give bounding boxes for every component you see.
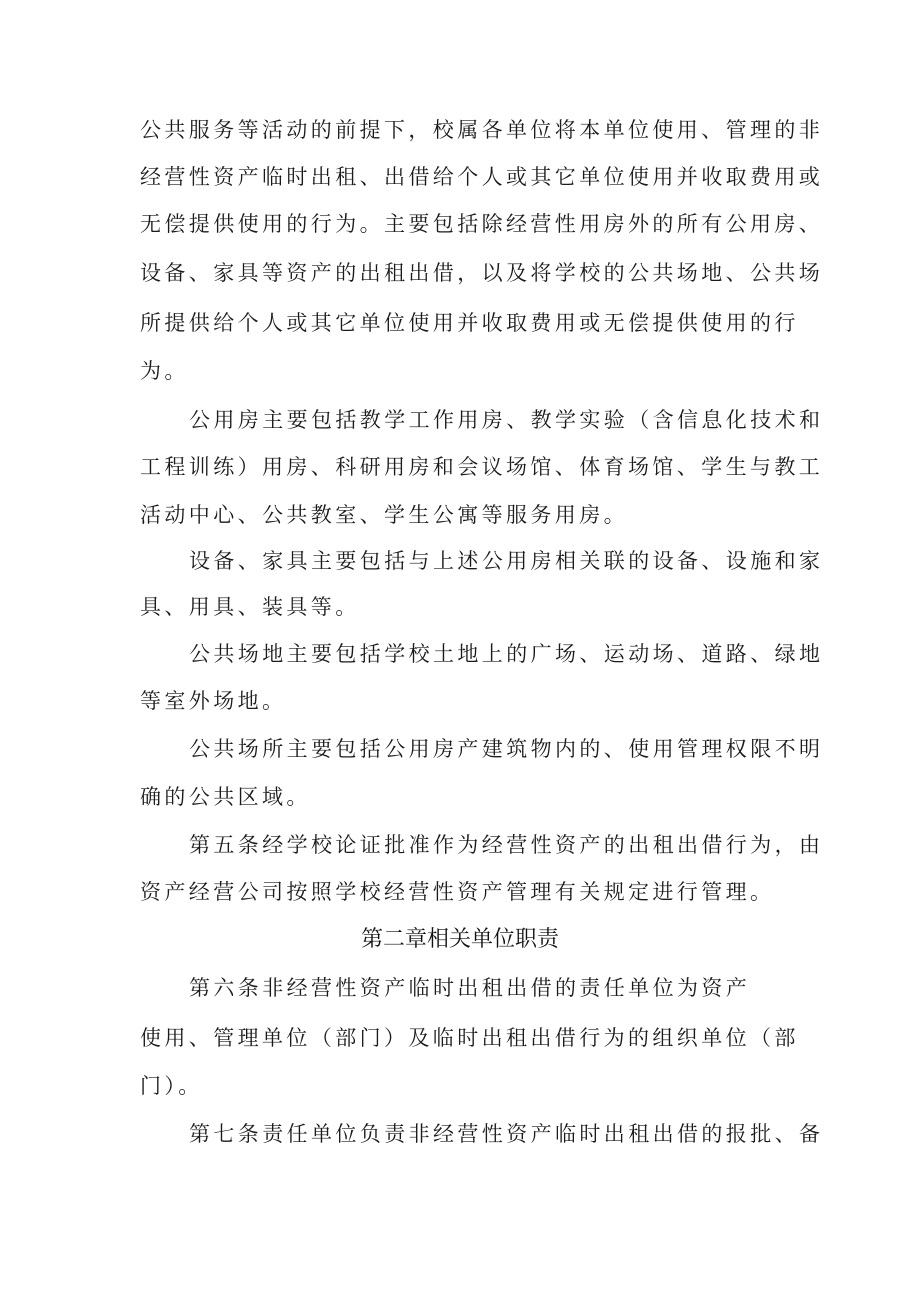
paragraph-line: 公共场所主要包括公用房产建筑物内的、使用管理权限不明: [189, 737, 824, 761]
paragraph-line: 工程训练）用房、科研用房和会议场馆、体育场馆、学生与教工: [140, 455, 824, 479]
chapter-heading: 第二章相关单位职责: [360, 927, 559, 952]
paragraph-line: 确的公共区域。: [140, 785, 311, 809]
paragraph-line: 第六条非经营性资产临时出租出借的责任单位为资产: [189, 976, 751, 1000]
paragraph-line: 公共场地主要包括学校土地上的广场、运动场、道路、绿地: [189, 642, 824, 666]
paragraph-line: 第七条责任单位负责非经营性资产临时出租出借的报批、备: [189, 1122, 824, 1146]
paragraph-line: 资产经营公司按照学校经营性资产管理有关规定进行管理。: [140, 880, 775, 904]
paragraph-line: 活动中心、公共教室、学生公寓等服务用房。: [140, 503, 628, 527]
paragraph-line: 无偿提供使用的行为。主要包括除经营性用房外的所有公用房、: [140, 212, 824, 236]
paragraph-line: 所提供给个人或其它单位使用并收取费用或无偿提供使用的行: [140, 311, 799, 335]
paragraph-line: 等室外场地。: [140, 689, 287, 713]
paragraph-line: 为。: [140, 359, 189, 383]
paragraph-line: 门）。: [140, 1074, 203, 1098]
paragraph-line: 经营性资产临时出租、出借给个人或其它单位使用并收取费用或: [140, 165, 824, 189]
paragraph-line: 具、用具、装具等。: [140, 595, 360, 619]
paragraph-line: 第五条经学校论证批准作为经营性资产的出租出借行为，由: [189, 833, 824, 857]
paragraph-line: 使用、管理单位（部门）及临时出租出借行为的组织单位（部: [140, 1026, 799, 1050]
paragraph-line: 公共服务等活动的前提下，校属各单位将本单位使用、管理的非: [140, 118, 824, 142]
paragraph-line: 公用房主要包括教学工作用房、教学实验（含信息化技术和: [189, 408, 824, 432]
paragraph-line: 设备、家具等资产的出租出借，以及将学校的公共场地、公共场: [140, 261, 824, 285]
paragraph-line: 设备、家具主要包括与上述公用房相关联的设备、设施和家: [189, 549, 824, 573]
